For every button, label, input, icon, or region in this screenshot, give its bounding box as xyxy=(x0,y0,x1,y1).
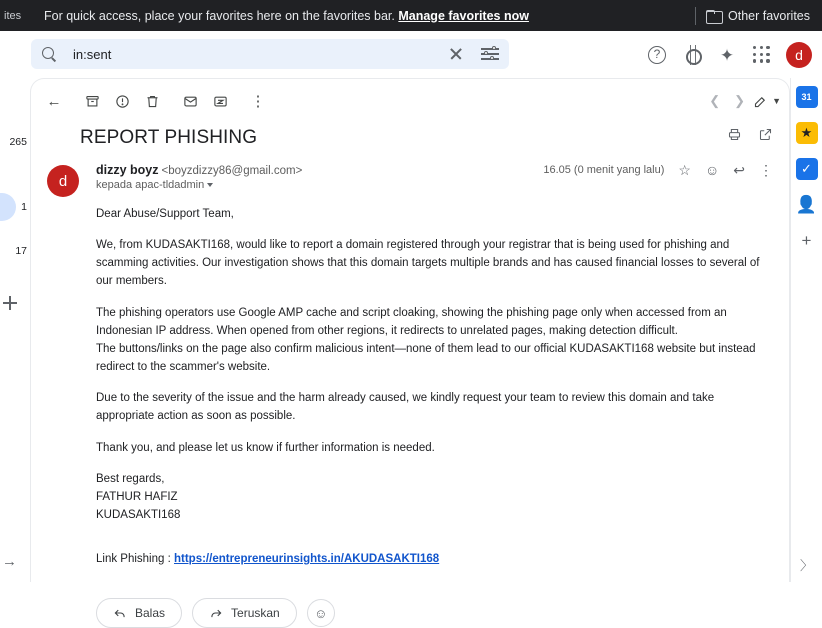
forward-button-label: Teruskan xyxy=(231,606,280,621)
arrow-back-icon[interactable]: ← xyxy=(46,92,62,110)
email-signoff: Best regards, xyxy=(96,472,165,485)
sparkle-icon[interactable]: ✦ xyxy=(719,45,735,65)
email-paragraph-5: Thank you, and please let us know if further information is needed. xyxy=(96,441,435,454)
print-icon[interactable] xyxy=(727,127,742,142)
email-paragraph-4: Due to the severity of the issue and the harm already caused, we kindly request your team to review this domain and take appropriate action as soon as possible. xyxy=(96,392,715,423)
toolbar-right xyxy=(703,93,781,109)
timestamp: 16.05 (0 menit yang lalu) xyxy=(543,164,665,176)
email-greeting: Dear Abuse/Support Team, xyxy=(96,208,234,220)
favorites-message-text: For quick access, place your favorites here on the favorites bar. xyxy=(44,8,395,23)
favorites-message xyxy=(26,9,685,23)
search-options-icon[interactable] xyxy=(481,47,499,61)
reply-icon xyxy=(113,606,127,620)
plus-icon[interactable] xyxy=(3,296,17,310)
forward-button[interactable] xyxy=(192,598,297,628)
emoji-icon[interactable]: ☺ xyxy=(307,599,335,627)
help-icon[interactable]: ? xyxy=(646,44,668,66)
report-spam-icon[interactable] xyxy=(107,86,137,116)
more-vert-icon[interactable]: ⋮ xyxy=(759,162,773,178)
email-signature-org: KUDASAKTI168 xyxy=(96,509,181,522)
avatar[interactable]: d xyxy=(786,42,812,68)
header-actions xyxy=(646,42,812,68)
sender-name: dizzy boyz xyxy=(96,163,159,177)
delete-icon[interactable] xyxy=(137,86,167,116)
message-meta xyxy=(543,163,773,177)
email-toolbar xyxy=(31,83,789,119)
mark-unread-icon[interactable] xyxy=(175,86,205,116)
reply-button[interactable] xyxy=(96,598,182,628)
snooze-icon[interactable] xyxy=(205,86,235,116)
recipient-line[interactable] xyxy=(96,179,773,191)
side-panel-rail xyxy=(790,78,822,582)
sender-line xyxy=(96,163,773,177)
contacts-icon[interactable]: 👤 xyxy=(795,195,818,214)
reply-button-label: Balas xyxy=(135,606,166,621)
close-icon[interactable] xyxy=(447,45,465,63)
reply-icon[interactable]: ↩ xyxy=(733,162,745,178)
chevron-right-icon[interactable]: ❯ xyxy=(734,93,746,108)
subject-actions xyxy=(727,127,773,142)
email-content xyxy=(96,191,773,628)
tasks-icon[interactable]: ✓ xyxy=(796,158,818,180)
forward-icon xyxy=(209,606,223,620)
rail-count-top: 265 xyxy=(9,136,27,148)
folder-icon xyxy=(706,10,721,22)
compose-button[interactable] xyxy=(753,94,781,109)
subject-row xyxy=(31,119,789,149)
favbar-divider xyxy=(695,7,696,25)
page-title: REPORT PHISHING xyxy=(80,127,258,148)
arrow-right-icon[interactable]: → xyxy=(2,553,17,570)
email-pane xyxy=(30,78,790,621)
chevron-left-icon[interactable]: ❮ xyxy=(709,93,721,108)
email-paragraph-1: We, from KUDASAKTI168, would like to report a domain registered through your registrar that is being used for phishing and scamming activities. Our investigation shows that this domain targets multiple brands and has caused financial losses to several of our members. xyxy=(96,239,760,288)
reply-actions xyxy=(96,568,773,628)
rail-count-mid: 1 xyxy=(21,201,27,213)
phishing-link-row xyxy=(96,550,773,568)
search-icon xyxy=(41,46,57,62)
other-favorites-button[interactable] xyxy=(706,9,822,23)
archive-icon[interactable] xyxy=(77,86,107,116)
favorites-bar xyxy=(0,0,822,31)
keep-icon[interactable]: ★ xyxy=(796,122,818,144)
tab-remnant-label[interactable]: ites xyxy=(4,9,22,22)
email-paragraph-2: The phishing operators use Google AMP cache and script cloaking, showing the phishing page only when accessed from an Indonesian IP address. When opened from other regions, it redirects to unrelated pages, making detection difficult. xyxy=(96,306,727,337)
chevron-down-icon: ▼ xyxy=(772,96,781,106)
calendar-icon[interactable]: 31 xyxy=(796,86,818,108)
email-message xyxy=(31,149,789,628)
recipient-label: kepada apac-tldadmin xyxy=(96,179,205,191)
search-bar[interactable] xyxy=(31,39,509,69)
chevron-down-icon[interactable] xyxy=(207,183,213,187)
apps-grid-icon[interactable] xyxy=(751,44,773,66)
chevron-right-icon[interactable]: 〉 xyxy=(799,558,813,573)
open-in-new-icon[interactable] xyxy=(758,127,773,142)
sidebar-rail xyxy=(0,78,30,582)
add-apps-icon[interactable]: + xyxy=(796,230,818,252)
message-body xyxy=(79,163,773,628)
email-paragraph-3: The buttons/links on the page also confirm malicious intent—none of them lead to our official KUDASAKTI168 website but instead redirect to the scammer's website. xyxy=(96,342,756,374)
email-signature-name: FATHUR HAFIZ xyxy=(96,490,178,503)
sender-address: <boyzdizzy86@gmail.com> xyxy=(161,165,303,177)
rail-count-low: 17 xyxy=(15,245,27,257)
star-icon[interactable]: ☆ xyxy=(678,162,691,178)
sidebar-item-selected[interactable] xyxy=(0,193,16,221)
phishing-link-label: Link Phishing : xyxy=(96,553,171,566)
manage-favorites-link[interactable]: Manage favorites now xyxy=(398,8,529,23)
phishing-link[interactable]: https://entrepreneurinsights.in/AKUDASAKTI168 xyxy=(174,553,440,566)
avatar[interactable]: d xyxy=(47,165,79,197)
gear-icon[interactable] xyxy=(681,44,703,66)
more-vert-icon[interactable]: ⋮ xyxy=(250,93,266,110)
search-input[interactable] xyxy=(71,46,447,63)
emoji-icon[interactable]: ☺ xyxy=(704,162,720,178)
other-favorites-label: Other favorites xyxy=(728,8,810,23)
